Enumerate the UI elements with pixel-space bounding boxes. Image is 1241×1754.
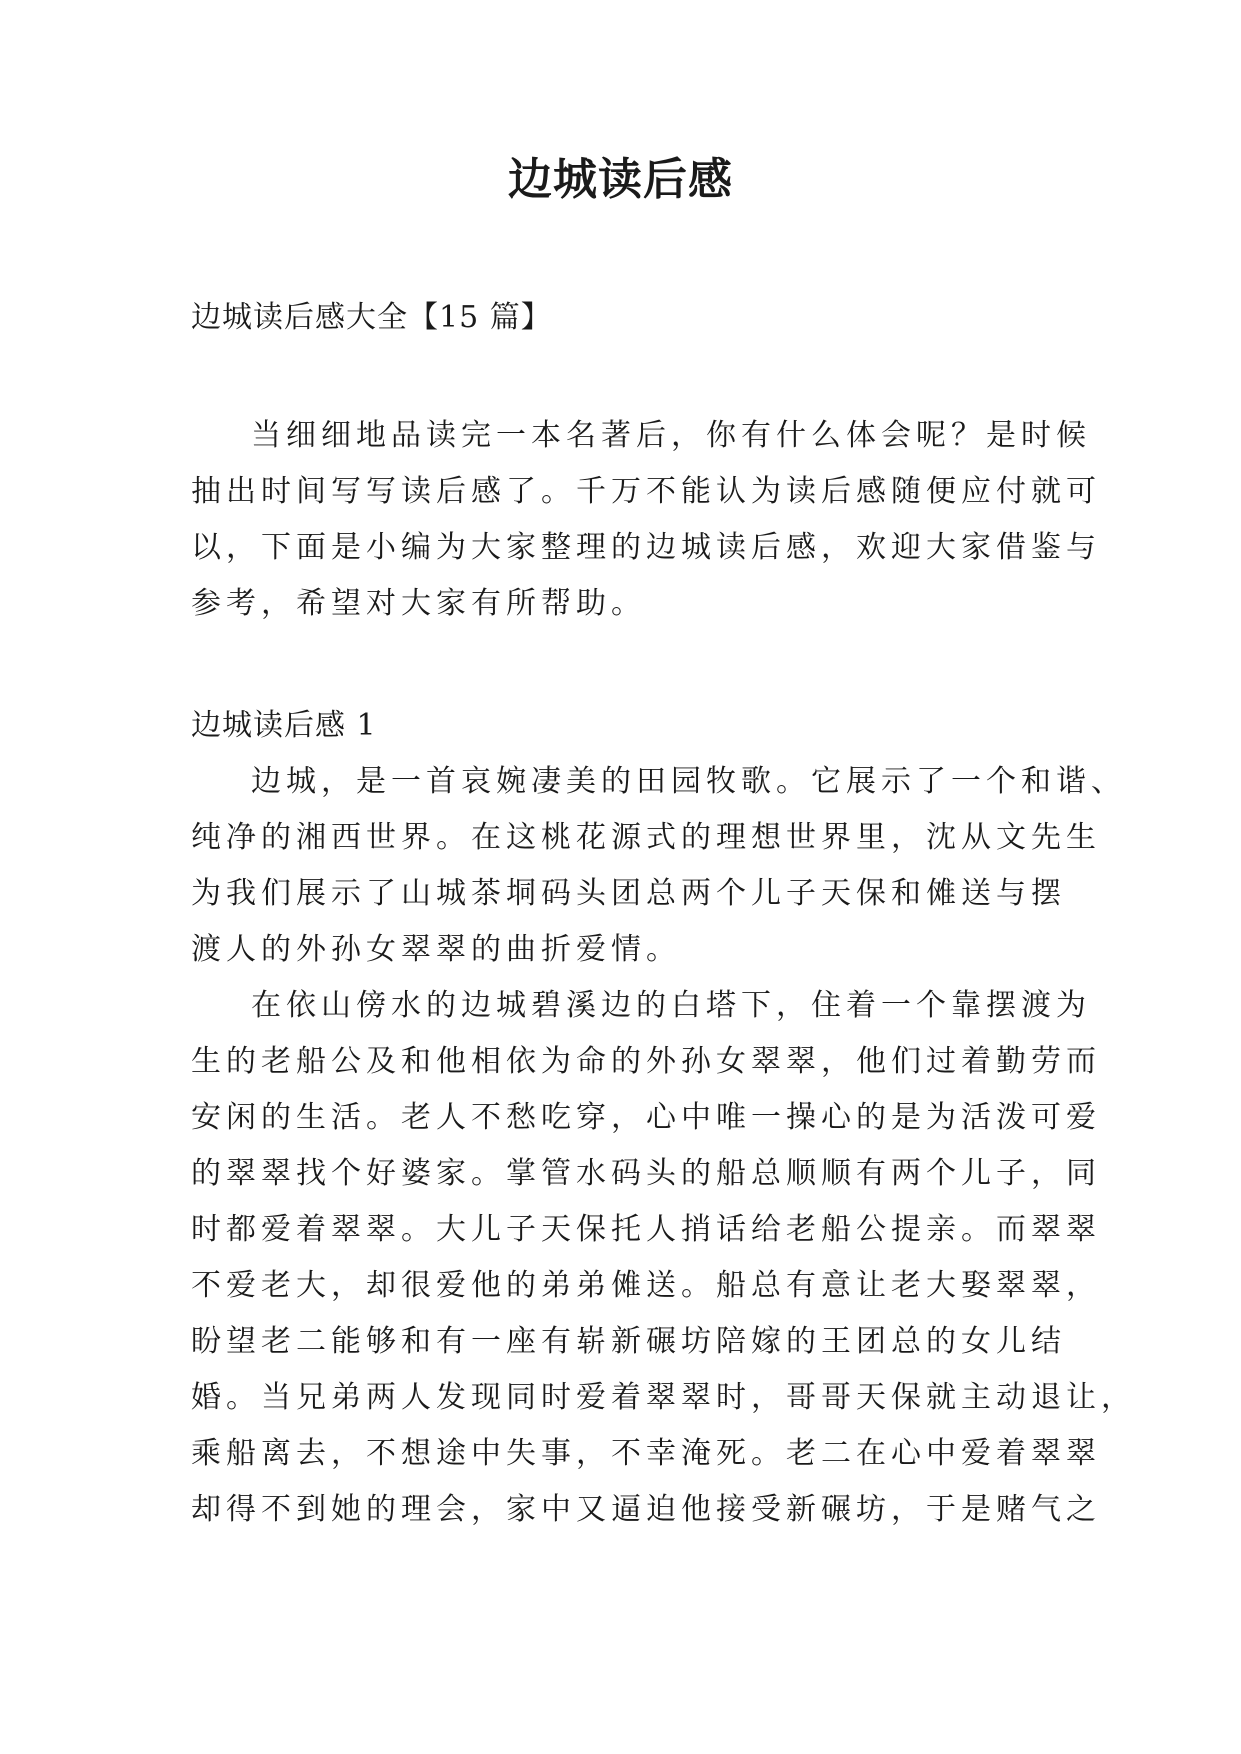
paragraph-line: 安闲的生活。老人不愁吃穿，心中唯一操心的是为活泼可爱 — [191, 1100, 1101, 1135]
paragraph-line: 生的老船公及和他相依为命的外孙女翠翠，他们过着勤劳而 — [191, 1044, 1101, 1079]
paragraph-line: 渡人的外孙女翠翠的曲折爱情。 — [191, 932, 681, 967]
paragraph-line: 却得不到她的理会，家中又逼迫他接受新碾坊，于是赌气之 — [191, 1492, 1101, 1527]
paragraph-line: 纯净的湘西世界。在这桃花源式的理想世界里，沈从文先生 — [191, 820, 1101, 855]
paragraph-line: 乘船离去，不想途中失事，不幸淹死。老二在心中爱着翠翠 — [191, 1436, 1101, 1471]
section-1 — [191, 698, 1136, 1538]
paragraph-line: 婚。当兄弟两人发现同时爱着翠翠时，哥哥天保就主动退让， — [191, 1380, 1136, 1415]
intro-line: 参考，希望对大家有所帮助。 — [191, 586, 646, 621]
intro-line: 以，下面是小编为大家整理的边城读后感，欢迎大家借鉴与 — [191, 530, 1101, 565]
paragraph-line: 在依山傍水的边城碧溪边的白塔下，住着一个靠摆渡为 — [251, 988, 1091, 1023]
paragraph-line: 不爱老大，却很爱他的弟弟傩送。船总有意让老大娶翠翠， — [191, 1268, 1101, 1303]
section-1-paragraph-1 — [191, 754, 1126, 978]
paragraph-line: 边城，是一首哀婉凄美的田园牧歌。它展示了一个和谐、 — [251, 764, 1126, 799]
section-1-paragraph-2 — [191, 978, 1136, 1538]
intro-line: 抽出时间写写读后感了。千万不能认为读后感随便应付就可 — [191, 474, 1101, 509]
paragraph-line: 时都爱着翠翠。大儿子天保托人捎话给老船公提亲。而翠翠 — [191, 1212, 1101, 1247]
intro-line: 当细细地品读完一本名著后，你有什么体会呢？是时候 — [251, 418, 1091, 453]
document-subtitle: 边城读后感大全【15 篇】 — [191, 300, 552, 335]
paragraph-line: 为我们展示了山城茶垌码头团总两个儿子天保和傩送与摆 — [191, 876, 1066, 911]
paragraph-line: 盼望老二能够和有一座有崭新碾坊陪嫁的王团总的女儿结 — [191, 1324, 1066, 1359]
section-heading: 边城读后感 1 — [191, 708, 377, 743]
document-title: 边城读后感 — [508, 154, 733, 205]
intro-paragraph — [191, 408, 1101, 632]
paragraph-line: 的翠翠找个好婆家。掌管水码头的船总顺顺有两个儿子，同 — [191, 1156, 1101, 1191]
